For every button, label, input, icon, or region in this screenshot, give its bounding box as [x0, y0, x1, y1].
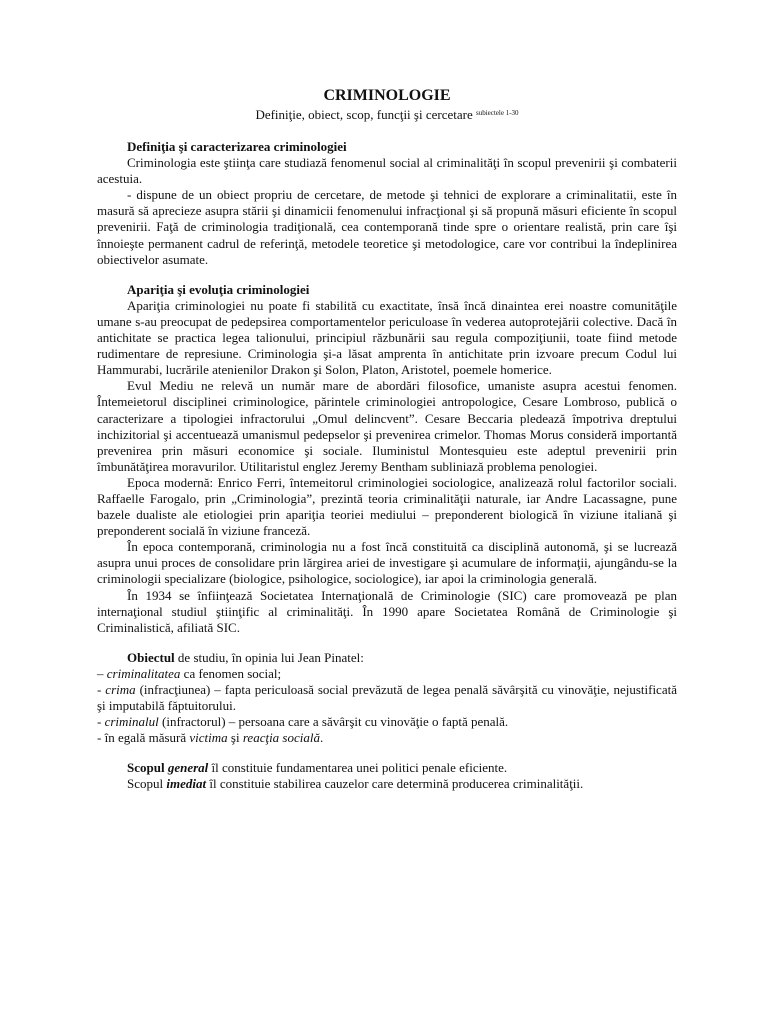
- list-item-text: (infractorul) – persoana care a săvârşit cu vinovăţie o faptă penală.: [158, 714, 509, 730]
- paragraph: În epoca contemporană, criminologia nu a fost încă constituită ca disciplină autonomă, şi se lucrează asupra unui proces de consolidare prin lărgirea ariei de investigare şi acumulare de informaţii, ajungându-se la criminologii specializare (biologice, psihologice, sociologice), iar apoi la criminologia generală.: [97, 539, 677, 587]
- paragraph: Criminologia este ştiinţa care studiază fenomenul social al criminalităţi în scopul prevenirii şi combaterii acestuia.: [97, 155, 677, 187]
- paragraph: În 1934 se înfiinţează Societatea Internaţională de Criminologie (SIC) care promovează pe plan internaţional studiul ştiinţific al criminalităţi. În 1990 apare Societatea Română de Criminologie şi Criminalistică, afiliată SIC.: [97, 587, 677, 635]
- list-item-prefix: -: [97, 682, 106, 697]
- paragraph: Epoca modernă: Enrico Ferri, întemeitorul criminologiei sociologice, analizează rolul factorilor sociali. Raffaelle Farogalo, prin „Criminologia”, prezintă teoria criminalităţii naturale, iar Andre Lacassagne, pune bazele dualiste ale etiologiei prin apariţia teoriei mediului – preponderent biologică în viziune italiană şi preponderent socială în viziune franceză.: [97, 474, 677, 539]
- paragraph: - dispune de un obiect propriu de cercetare, de metode şi tehnici de explorare a criminalitatii, este în masură să aprecieze asupra stării şi dinamicii fenomenului infracţional şi să propună măsuri eficiente în scopul prevenirii. Faţă de criminologia tradiţională, cea contemporană tinde spre o orientare realistă, prin care îşi înnoieşte permanent cadrul de referinţă, metodele teoretice şi metodologice, care vor contribui la îndeplinirea obiectivelor asumate.: [97, 187, 677, 267]
- list-item-text: .: [320, 730, 324, 746]
- list-item-prefix: - în egală măsură: [97, 730, 190, 746]
- list-item-text: şi: [227, 730, 243, 746]
- list-item-term: criminalitatea: [106, 665, 181, 681]
- purpose-general: [97, 760, 677, 776]
- list-item-prefix: –: [97, 665, 107, 681]
- document-title: CRIMINOLOGIE: [323, 87, 451, 104]
- paragraph: Apariţia criminologiei nu poate fi stabilită cu exactitate, însă încă dinaintea erei noastre comunităţile umane s-au preocupat de pedepsirea comportamentelor periculoase în vederea autoprotejării colective. Dacă în antichitate se practica legea talionului, principiul răzbunării sau regula compoziţiunii, toate fiind metode rudimentare de represiune. Criminologia şi-a lăsat amprenta în antichitate prin izvoare precum Codul lui Hammurabi, lucrările atenienilor Drakon şi Solon, Platon, Aristotel, poemele homerice.: [97, 297, 677, 378]
- subtitle-superscript: subiectele 1-30: [475, 109, 519, 117]
- subtitle-text: Definiţie, obiect, scop, funcţii şi cercetare: [255, 107, 473, 122]
- purpose-type: imediat: [166, 776, 207, 792]
- object-lead-bold: Obiectul: [127, 649, 175, 665]
- section-heading-definition: Definiţia şi caracterizarea criminologiei: [127, 139, 347, 154]
- section-object: [97, 650, 677, 747]
- list-item-term: victima: [189, 730, 228, 746]
- section-purpose: [97, 760, 677, 792]
- list-item-term: reacţia socială: [242, 730, 320, 746]
- object-lead-rest: de studiu, în opinia lui Jean Pinatel:: [174, 649, 364, 665]
- object-lead: [97, 650, 677, 666]
- section-history: [97, 282, 677, 636]
- list-item-prefix: -: [97, 714, 105, 730]
- purpose-label: Scopul: [127, 776, 167, 792]
- list-item-text: ca fenomen social;: [180, 665, 282, 681]
- purpose-label: Scopul: [127, 760, 168, 776]
- document-body: [97, 87, 677, 807]
- list-item: [97, 666, 677, 682]
- purpose-text: îl constituie stabilirea cauzelor care determină producerea criminalităţii.: [206, 776, 584, 792]
- section-definition: [97, 139, 677, 268]
- purpose-immediate: [97, 776, 677, 792]
- list-item: [97, 730, 677, 746]
- purpose-text: îl constituie fundamentarea unei politici penale eficiente.: [208, 760, 508, 776]
- purpose-type: general: [167, 760, 209, 776]
- list-item: [97, 682, 677, 714]
- list-item: [97, 714, 677, 730]
- document-subtitle: [97, 105, 677, 123]
- paragraph: Evul Mediu ne relevă un număr mare de abordări filosofice, umaniste asupra acestui fenomen. Întemeietorul disciplinei criminologice, părintele criminologiei antropologice, Cesare Lombroso, publică o caracterizare a tipologiei infractorului „Omul delincvent”. Cesare Beccaria pledează împotriva dreptului inchizitorial şi accentuează umanismul pedepselor şi prevenirea crimelor. Thomas Morus consideră importantă prevenirea prin măsuri economice şi sociale. Iluministul Montesquieu este adeptul prevenirii prin îmbunătăţirea moravurilor. Utilitaristul englez Jeremy Bentham subliniază problema penologiei.: [97, 378, 677, 474]
- list-item-term: criminalul: [104, 714, 159, 730]
- section-heading-history: Apariţia şi evoluţia criminologiei: [127, 281, 310, 297]
- list-item-text: (infracţiunea) – fapta periculoasă social prevăzută de legea penală săvârşită cu vinovăţie, nejustificată şi imputabilă făptuitorului.: [97, 682, 677, 714]
- list-item-term: crima: [105, 682, 136, 697]
